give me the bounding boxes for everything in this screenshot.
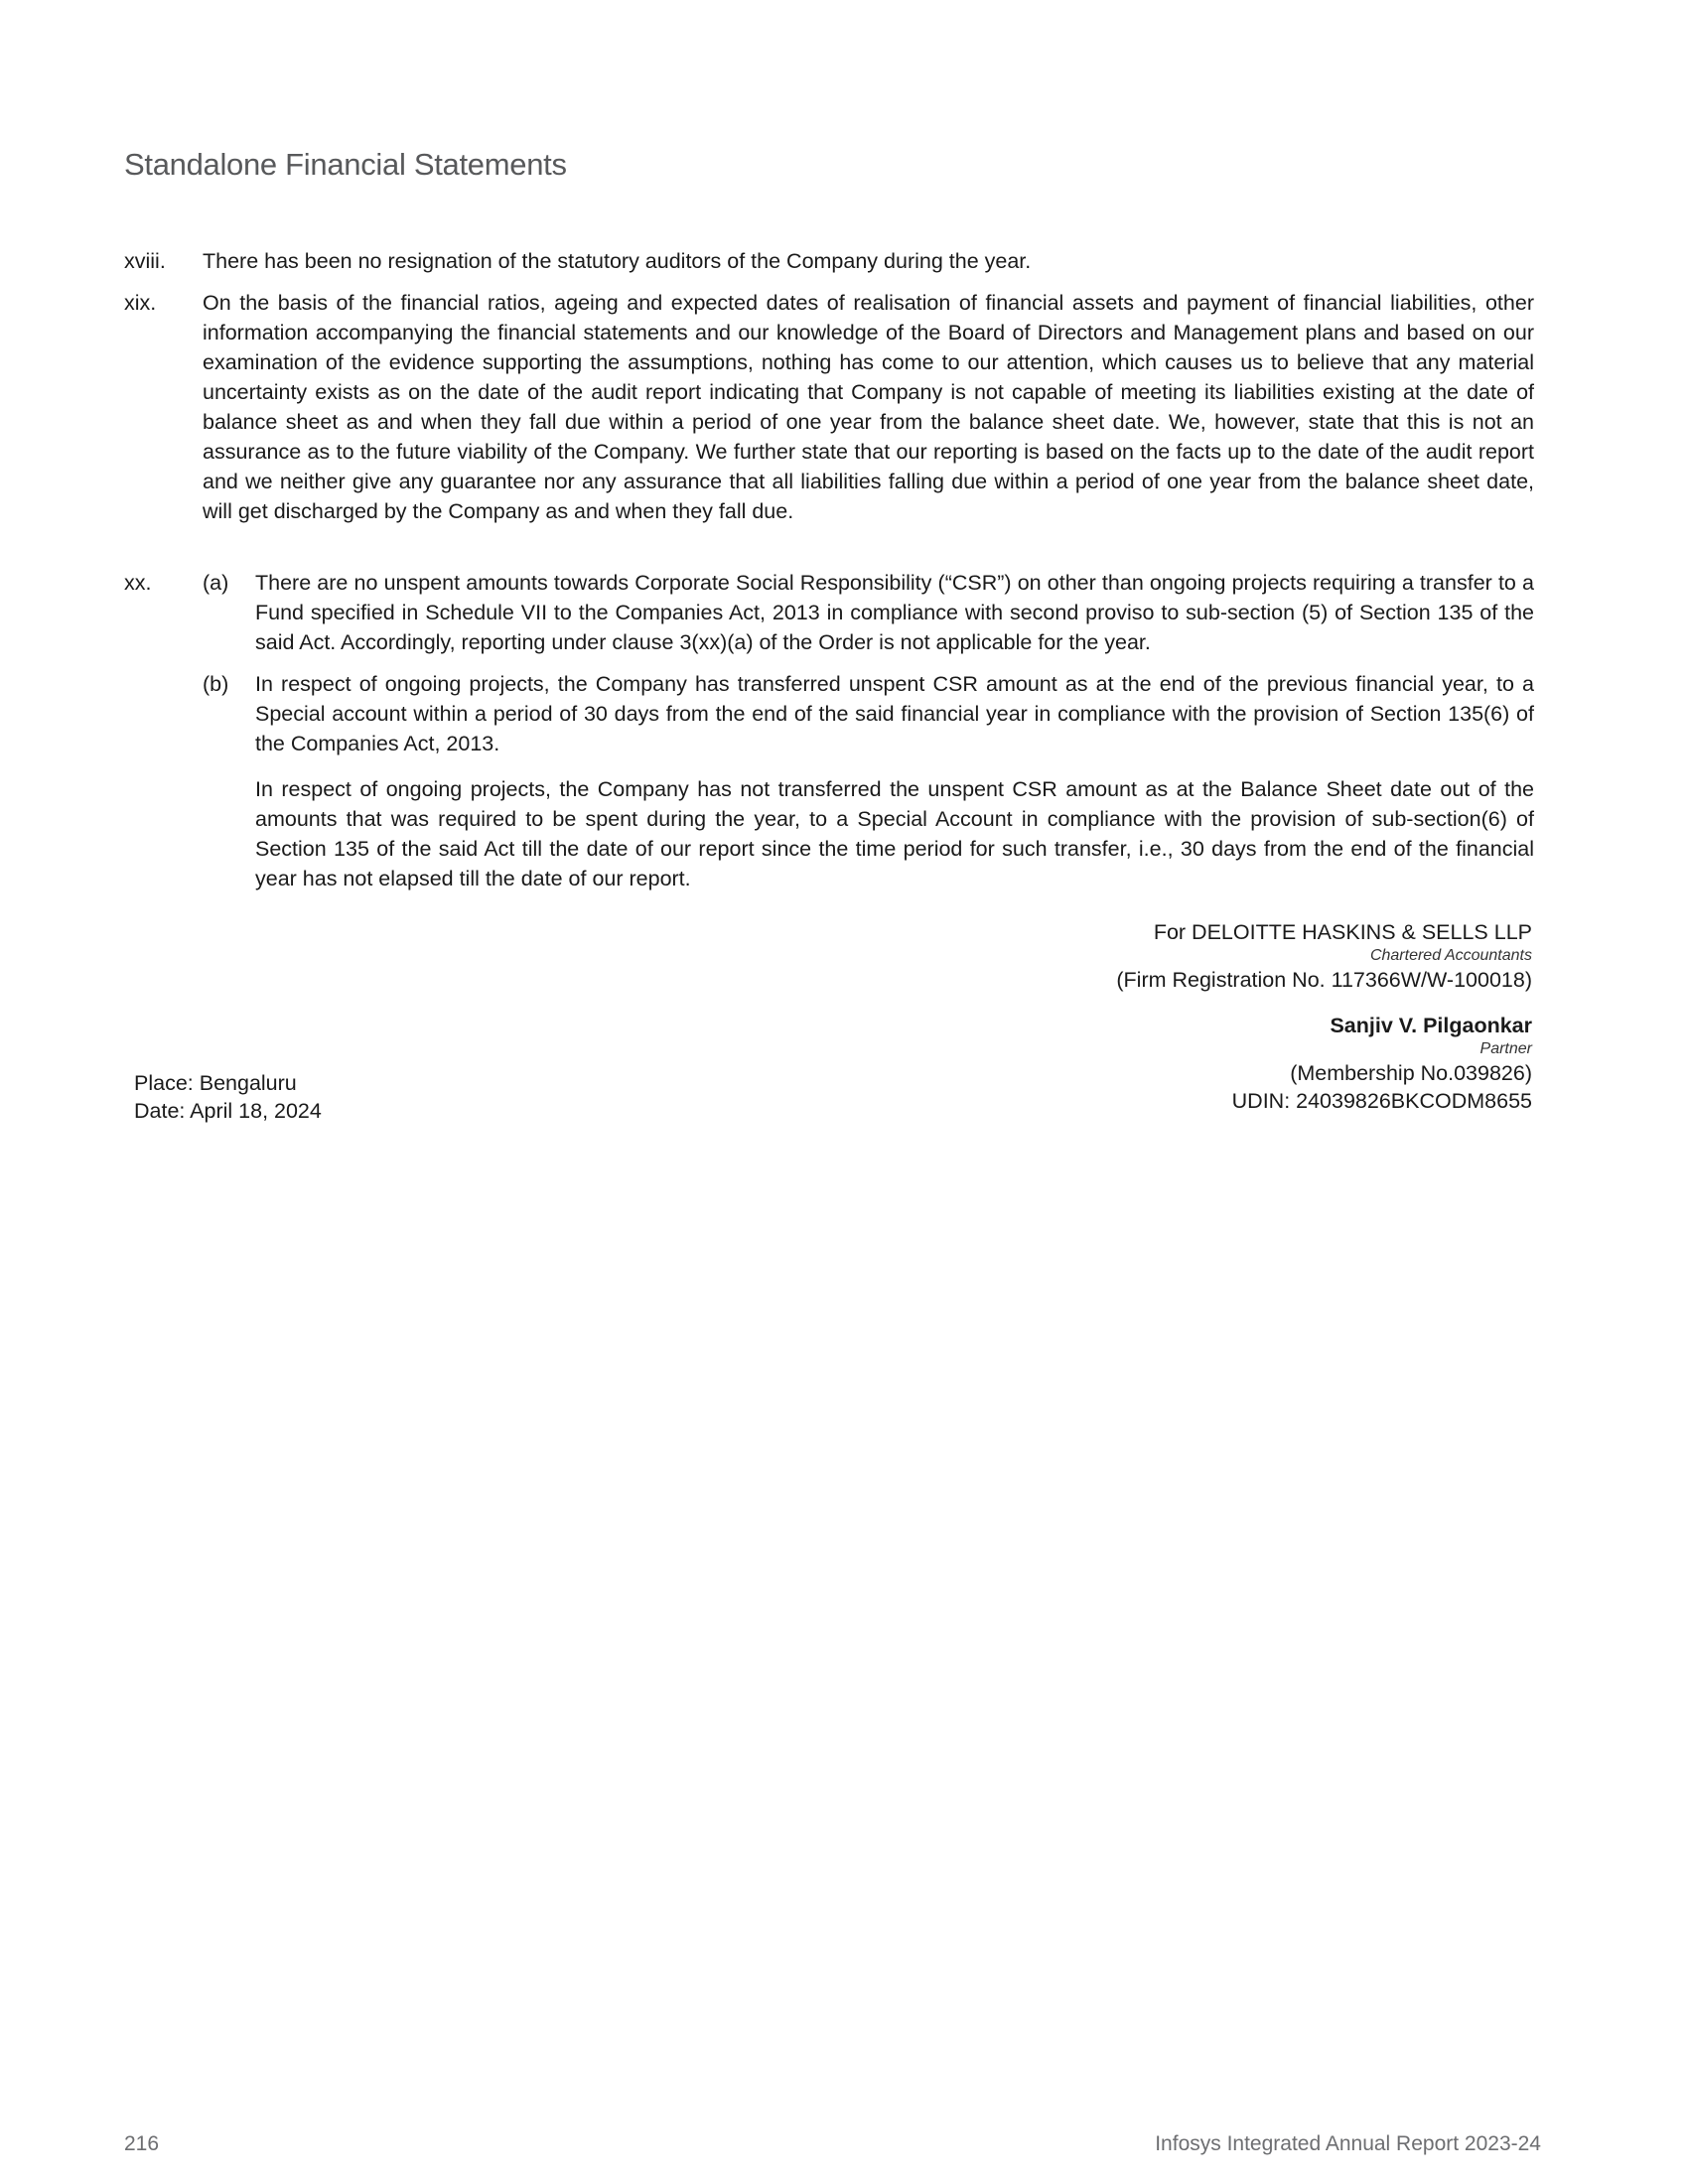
- item-text: On the basis of the financial ratios, ageing and expected dates of realisation of financial assets and payment of financial liabilities, other information accompanying the financial statements and our knowledge of the Board of Directors and Management plans and based on our examination of the evidence supporting the assumptions, nothing has come to our attention, which causes us to believe that any material uncertainty exists as on the date of the audit report indicating that Company is not capable of meeting its liabilities existing at the date of balance sheet as and when they fall due within a period of one year from the balance sheet date. We, however, state that this is not an assurance as to the future viability of the Company. We further state that our reporting is based on the facts up to the date of the audit report and we neither give any guarantee nor any assurance that all liabilities falling due within a period of one year from the balance sheet date, will get discharged by the Company as and when they fall due.: [203, 291, 1534, 523]
- firm-registration: (Firm Registration No. 117366W/W-100018): [1116, 968, 1532, 992]
- date: Date: April 18, 2024: [134, 1099, 322, 1123]
- item-xix: [124, 288, 1534, 526]
- sub-item-text: There are no unspent amounts towards Corporate Social Responsibility (“CSR”) on other than ongoing projects requiring a transfer to a Fund specified in Schedule VII to the Companies Act, 2013 in compliance with second proviso to sub-section (5) of Section 135 of the said Act. Accordingly, reporting under clause 3(xx)(a) of the Order is not applicable for the year.: [255, 571, 1534, 654]
- sub-item-label: (b): [203, 672, 229, 696]
- signatory-role: Partner: [1479, 1040, 1532, 1057]
- membership-number: (Membership No.039826): [1290, 1061, 1532, 1085]
- report-title: Infosys Integrated Annual Report 2023-24: [1155, 2132, 1541, 2155]
- page-title: Standalone Financial Statements: [124, 147, 567, 182]
- place: Place: Bengaluru: [134, 1071, 297, 1095]
- signature-block: [837, 918, 1532, 1115]
- sub-item-a: [203, 568, 1534, 657]
- item-xviii: [124, 246, 1534, 276]
- udin: UDIN: 24039826BKCODM8655: [1231, 1089, 1532, 1113]
- signatory-name: Sanjiv V. Pilgaonkar: [1330, 1014, 1532, 1037]
- sub-item-label: (a): [203, 571, 229, 595]
- sub-item-text: In respect of ongoing projects, the Company has transferred unspent CSR amount as at the end of the previous financial year, to a Special account within a period of 30 days from the end of the said financial year in compliance with the provision of Section 135(6) of the Companies Act, 2013.: [255, 672, 1534, 755]
- item-text: There has been no resignation of the statutory auditors of the Company during the year.: [203, 249, 1032, 273]
- sub-item-b: [203, 669, 1534, 893]
- firm-role: Chartered Accountants: [1369, 947, 1532, 964]
- place-date: [134, 1069, 322, 1125]
- item-xx: [124, 568, 1534, 893]
- item-number: xix.: [124, 291, 157, 315]
- firm-name: For DELOITTE HASKINS & SELLS LLP: [1153, 920, 1532, 944]
- sub-item-paragraph: In respect of ongoing projects, the Company has not transferred the unspent CSR amount as at the Balance Sheet date out of the amounts that was required to be spent during the year, to a Special Account in compliance with the provision of sub-section(6) of Section 135 of the said Act till the date of our report since the time period for such transfer, i.e., 30 days from the end of the financial year has not elapsed till the date of our report.: [255, 777, 1534, 890]
- item-number: xx.: [124, 571, 152, 595]
- page-number: 216: [124, 2132, 160, 2155]
- item-number: xviii.: [124, 249, 166, 273]
